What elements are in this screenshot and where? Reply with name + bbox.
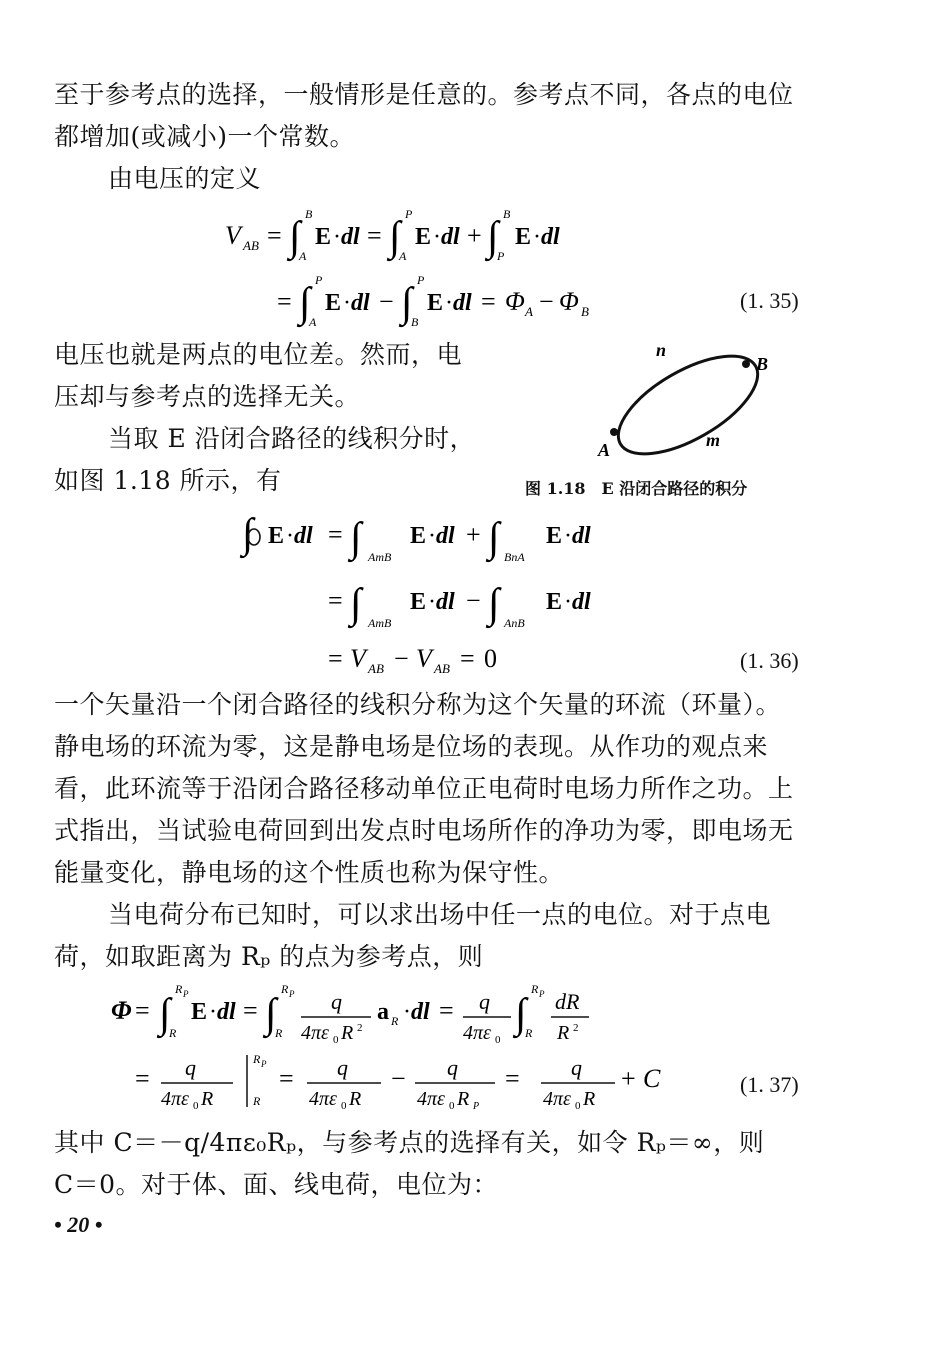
svg-text:∫: ∫ xyxy=(401,280,413,326)
svg-text:∫: ∫ xyxy=(159,991,171,1037)
svg-text:=: = xyxy=(328,586,343,615)
svg-text:4πε: 4πε xyxy=(161,1088,189,1110)
svg-text:dl: dl xyxy=(341,224,360,250)
label-B: B xyxy=(756,354,769,374)
svg-text:0: 0 xyxy=(575,1100,581,1112)
svg-text:·: · xyxy=(564,523,572,549)
svg-text:dl: dl xyxy=(294,523,313,549)
svg-text:dl: dl xyxy=(441,224,460,250)
svg-text:AnB: AnB xyxy=(504,616,525,630)
svg-text:∫: ∫ xyxy=(265,991,277,1037)
svg-text:B: B xyxy=(503,207,511,221)
svg-text:V: V xyxy=(350,644,366,673)
point-B-dot xyxy=(742,360,750,368)
figure-caption: 图 1.18 E 沿闭合路径的积分 xyxy=(525,479,748,498)
svg-text:=: = xyxy=(277,287,292,316)
svg-text:·: · xyxy=(403,999,411,1025)
svg-text:B: B xyxy=(411,315,419,329)
svg-text:=: = xyxy=(439,996,454,1025)
svg-text:∫: ∫ xyxy=(299,280,311,326)
svg-text:A: A xyxy=(299,249,307,263)
svg-text:P: P xyxy=(473,1101,480,1112)
paragraph-5-line-4: 式指出，当试验电荷回到出发点时电场所作的净功为零，即电场无 xyxy=(54,816,794,845)
paragraph-6-line-2: 荷，如取距离为 Rₚ 的点为参考点，则 xyxy=(54,942,484,971)
svg-text:0: 0 xyxy=(333,1034,339,1046)
svg-text:P: P xyxy=(539,989,545,999)
paragraph-6-line-1: 当电荷分布已知时，可以求出场中任一点的电位。对于点电 xyxy=(108,900,772,929)
paragraph-7-line-2: C＝0。对于体、面、线电荷，电位为： xyxy=(54,1170,499,1199)
svg-text:=: = xyxy=(505,1064,520,1093)
svg-text:·: · xyxy=(343,290,351,316)
svg-text:R: R xyxy=(175,982,183,996)
svg-text:=: = xyxy=(135,996,150,1025)
closed-path-diagram xyxy=(580,340,800,465)
svg-text:·: · xyxy=(564,589,572,615)
figure-1-18 xyxy=(580,340,800,465)
svg-text:P: P xyxy=(289,989,295,999)
svg-text:·: · xyxy=(533,224,541,250)
svg-text:R: R xyxy=(201,1088,214,1110)
svg-text:R: R xyxy=(525,1026,533,1040)
svg-text:B: B xyxy=(581,304,589,319)
svg-text:P: P xyxy=(315,273,323,287)
svg-text:R: R xyxy=(169,1026,177,1040)
svg-text:0: 0 xyxy=(484,644,497,673)
svg-text:·: · xyxy=(433,224,441,250)
svg-text:−: − xyxy=(466,586,481,615)
svg-text:dl: dl xyxy=(217,999,236,1025)
svg-text:4πε: 4πε xyxy=(463,1022,491,1044)
svg-text:a: a xyxy=(377,999,389,1025)
paragraph-5-line-3: 看，此环流等于沿闭合路径移动单位正电荷时电场力所作之功。上 xyxy=(54,774,794,803)
svg-text:4πε: 4πε xyxy=(543,1088,571,1110)
svg-text:0: 0 xyxy=(193,1100,199,1112)
svg-text:E: E xyxy=(515,224,532,250)
svg-text:R: R xyxy=(281,982,289,996)
paragraph-1-line-1: 至于参考点的选择，一般情形是任意的。参考点不同，各点的电位 xyxy=(54,80,794,109)
svg-text:dl: dl xyxy=(351,290,370,316)
paragraph-7-line-1: 其中 C＝－q/4πε₀Rₚ，与参考点的选择有关，如令 Rₚ＝∞，则 xyxy=(54,1128,765,1157)
svg-text:∫: ∫ xyxy=(350,581,362,627)
svg-text:P: P xyxy=(261,1059,267,1069)
svg-text:dR: dR xyxy=(555,989,580,1014)
svg-text:·: · xyxy=(445,290,453,316)
svg-text:V: V xyxy=(416,644,432,673)
svg-text:A: A xyxy=(525,304,533,319)
svg-text:R: R xyxy=(583,1088,596,1110)
equation-1-35-number: (1. 35) xyxy=(740,288,799,313)
page-number: • 20 • xyxy=(54,1212,103,1237)
svg-text:C: C xyxy=(643,1064,661,1093)
svg-text:=: = xyxy=(267,221,282,250)
svg-text:0: 0 xyxy=(449,1100,455,1112)
svg-text:R: R xyxy=(457,1088,470,1110)
svg-text:=: = xyxy=(481,287,496,316)
svg-text:R: R xyxy=(391,1014,399,1028)
svg-text:−: − xyxy=(391,1064,406,1093)
svg-text:R: R xyxy=(253,1052,261,1066)
equation-1-37-number: (1. 37) xyxy=(740,1072,799,1097)
svg-text:E: E xyxy=(191,999,208,1025)
svg-text:dl: dl xyxy=(572,589,591,615)
paragraph-5-line-1: 一个矢量沿一个闭合路径的线积分称为这个矢量的环流（环量）。 xyxy=(54,690,782,719)
svg-text:q: q xyxy=(447,1055,458,1080)
svg-text:dl: dl xyxy=(541,224,560,250)
svg-text:∫: ∫ xyxy=(242,511,254,557)
svg-text:2: 2 xyxy=(573,1022,579,1034)
label-A: A xyxy=(598,440,611,460)
svg-text:=: = xyxy=(328,520,343,549)
svg-text:E: E xyxy=(268,523,285,549)
svg-text:q: q xyxy=(479,989,490,1014)
svg-text:−: − xyxy=(379,287,394,316)
svg-text:·: · xyxy=(209,999,217,1025)
svg-text:=: = xyxy=(328,644,343,673)
svg-text:0: 0 xyxy=(495,1034,501,1046)
svg-text:q: q xyxy=(185,1055,196,1080)
svg-text:E: E xyxy=(315,224,332,250)
svg-text:Φ: Φ xyxy=(505,287,525,316)
svg-text:AmB: AmB xyxy=(368,616,392,630)
paragraph-3-line-2: 压却与参考点的选择无关。 xyxy=(54,382,361,411)
paragraph-4-line-1: 当取 E 沿闭合路径的线积分时， xyxy=(108,424,476,453)
svg-text:dl: dl xyxy=(572,523,591,549)
label-m: m xyxy=(706,430,721,450)
svg-text:dl: dl xyxy=(411,999,430,1025)
paragraph-3-line-1: 电压也就是两点的电位差。然而，电 xyxy=(54,340,463,369)
svg-text:dl: dl xyxy=(436,589,455,615)
svg-text:E: E xyxy=(410,589,427,615)
svg-text:=: = xyxy=(367,221,382,250)
svg-text:Φ: Φ xyxy=(111,996,132,1025)
equation-1-35-render xyxy=(215,200,825,330)
svg-text:0: 0 xyxy=(341,1100,347,1112)
svg-text:4πε: 4πε xyxy=(301,1022,329,1044)
svg-text:E: E xyxy=(325,290,342,316)
equation-1-36-number: (1. 36) xyxy=(740,648,799,673)
svg-text:∫: ∫ xyxy=(289,214,301,260)
label-n: n xyxy=(656,340,667,360)
svg-text:·: · xyxy=(286,523,294,549)
svg-text:A: A xyxy=(309,315,317,329)
closed-path-ellipse xyxy=(603,340,772,465)
svg-text:=: = xyxy=(460,644,475,673)
paragraph-4-line-2: 如图 1.18 所示，有 xyxy=(54,466,282,495)
svg-text:4πε: 4πε xyxy=(309,1088,337,1110)
paragraph-5-line-2: 静电场的环流为零，这是静电场是位场的表现。从作功的观点来 xyxy=(54,732,769,761)
svg-text:R: R xyxy=(341,1022,354,1044)
paragraph-5-line-5: 能量变化，静电场的这个性质也称为保守性。 xyxy=(54,858,565,887)
svg-text:2: 2 xyxy=(357,1022,363,1034)
svg-text:P: P xyxy=(417,273,425,287)
paragraph-1-line-2: 都增加(或减小)一个常数。 xyxy=(54,122,356,151)
svg-text:dl: dl xyxy=(436,523,455,549)
equation-1-37-render xyxy=(105,975,825,1115)
paragraph-2: 由电压的定义 xyxy=(108,164,262,193)
svg-text:AB: AB xyxy=(368,661,384,676)
svg-text:=: = xyxy=(135,1064,150,1093)
svg-text:∫: ∫ xyxy=(488,515,500,561)
svg-text:R: R xyxy=(557,1022,570,1044)
svg-text:∫: ∫ xyxy=(515,991,527,1037)
svg-text:R: R xyxy=(349,1088,362,1110)
svg-text:BnA: BnA xyxy=(504,550,525,564)
svg-text:B: B xyxy=(305,207,313,221)
svg-text:dl: dl xyxy=(453,290,472,316)
svg-text:∫: ∫ xyxy=(350,515,362,561)
svg-text:∫: ∫ xyxy=(389,214,401,260)
svg-text:E: E xyxy=(546,589,563,615)
svg-text:V: V xyxy=(225,221,241,250)
svg-text:E: E xyxy=(415,224,432,250)
svg-text:q: q xyxy=(571,1055,582,1080)
svg-text:+: + xyxy=(467,221,482,250)
svg-text:P: P xyxy=(497,249,505,263)
svg-text:−: − xyxy=(539,287,554,316)
svg-text:−: − xyxy=(394,644,409,673)
svg-text:A: A xyxy=(399,249,407,263)
svg-text:AB: AB xyxy=(243,238,259,253)
svg-text:Φ: Φ xyxy=(559,287,579,316)
svg-text:+: + xyxy=(621,1064,636,1093)
equation-1-35 xyxy=(215,200,825,330)
svg-text:+: + xyxy=(466,520,481,549)
svg-text:E: E xyxy=(427,290,444,316)
svg-text:E: E xyxy=(546,523,563,549)
svg-text:R: R xyxy=(531,982,539,996)
svg-text:∫: ∫ xyxy=(487,214,499,260)
svg-text:·: · xyxy=(428,523,436,549)
svg-text:AB: AB xyxy=(434,661,450,676)
point-A-dot xyxy=(610,428,618,436)
svg-text:=: = xyxy=(243,996,258,1025)
svg-text:R: R xyxy=(275,1026,283,1040)
svg-text:P: P xyxy=(405,207,413,221)
svg-text:q: q xyxy=(331,989,342,1014)
svg-text:E: E xyxy=(410,523,427,549)
svg-text:R: R xyxy=(253,1094,261,1108)
equation-1-37 xyxy=(105,975,825,1115)
svg-text:∫: ∫ xyxy=(488,581,500,627)
svg-text:AmB: AmB xyxy=(368,550,392,564)
svg-text:P: P xyxy=(183,989,189,999)
svg-text:·: · xyxy=(333,224,341,250)
svg-text:4πε: 4πε xyxy=(417,1088,445,1110)
svg-text:=: = xyxy=(279,1064,294,1093)
svg-text:·: · xyxy=(428,589,436,615)
svg-text:q: q xyxy=(337,1055,348,1080)
